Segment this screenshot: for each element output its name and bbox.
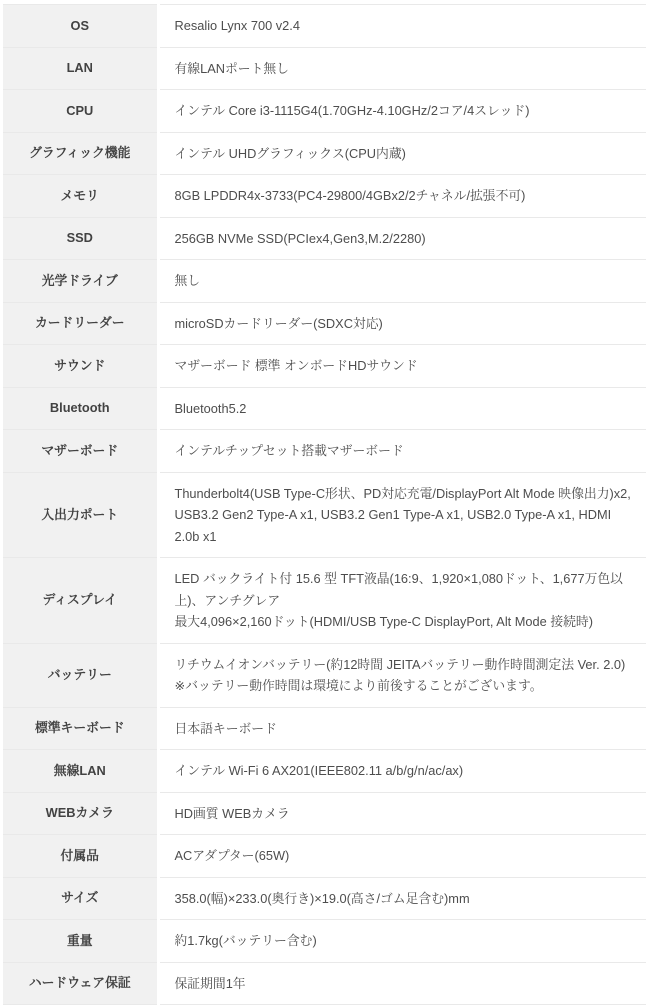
spec-row [3, 47, 646, 90]
spec-value-line: ACアダプター(65W) [174, 848, 290, 863]
spec-value-line: インテル UHDグラフィックス(CPU内蔵) [174, 145, 406, 161]
spec-value-cell [158, 302, 646, 345]
spec-row [3, 302, 646, 345]
spec-row [3, 260, 646, 303]
spec-label-cell: 重量 [3, 920, 158, 963]
spec-row [3, 750, 646, 793]
spec-value-cell [158, 920, 646, 963]
spec-row [3, 345, 646, 388]
spec-value-line: 358.0(幅)×233.0(奥行き)×19.0(高さ/ゴム足含む)mm [174, 890, 470, 906]
spec-value-line: microSDカードリーダー(SDXC対応) [174, 315, 383, 331]
spec-label-cell: 付属品 [3, 835, 158, 878]
spec-row [3, 387, 646, 430]
spec-label-cell: 光学ドライブ [3, 260, 158, 303]
spec-value-cell [158, 345, 646, 388]
spec-value-cell [158, 877, 646, 920]
spec-row [3, 877, 646, 920]
spec-table [3, 4, 646, 1005]
spec-row [3, 643, 646, 707]
spec-value-line: リチウムイオンバッテリー(約12時間 JEITAバッテリー動作時間測定法 Ver. 2.0) [174, 656, 626, 672]
spec-label-cell: CPU [3, 90, 158, 133]
spec-value-cell [158, 643, 646, 707]
spec-label-cell: ディスプレイ [3, 558, 158, 644]
spec-label-cell: サウンド [3, 345, 158, 388]
spec-value-line: 256GB NVMe SSD(PCIex4,Gen3,M.2/2280) [174, 230, 426, 246]
spec-value-line: Resalio Lynx 700 v2.4 [174, 18, 300, 33]
spec-label-cell: ハードウェア保証 [3, 962, 158, 1005]
spec-value-line: インテルチップセット搭載マザーボード [174, 443, 404, 458]
spec-label-cell: OS [3, 5, 158, 48]
spec-label-cell: カードリーダー [3, 302, 158, 345]
spec-value-cell [158, 90, 646, 133]
spec-row [3, 90, 646, 133]
spec-value-cell [158, 962, 646, 1005]
spec-value-line: 8GB LPDDR4x-3733(PC4-29800/4GBx2/2チャネル/拡張不可) [174, 188, 526, 203]
spec-value-cell [158, 260, 646, 303]
spec-table-body [3, 5, 646, 1005]
spec-label-cell: メモリ [3, 175, 158, 218]
spec-value-cell [158, 792, 646, 835]
spec-value-cell [158, 5, 646, 48]
spec-value-line: Bluetooth5.2 [174, 400, 247, 416]
spec-value-cell [158, 132, 646, 175]
spec-label-cell: Bluetooth [3, 387, 158, 430]
spec-row [3, 217, 646, 260]
spec-row [3, 472, 646, 558]
spec-label-cell: グラフィック機能 [3, 132, 158, 175]
spec-label-cell: WEBカメラ [3, 792, 158, 835]
spec-label-cell: 入出力ポート [3, 472, 158, 558]
spec-value-cell [158, 47, 646, 90]
spec-row [3, 835, 646, 878]
spec-value-line: USB3.2 Gen2 Type-A x1, USB3.2 Gen1 Type-A x1, USB2.0 Type-A x1, HDMI 2.0b x1 [174, 507, 612, 544]
spec-label-cell: サイズ [3, 877, 158, 920]
spec-value-line: 保証期間1年 [174, 975, 246, 991]
spec-value-line: 約1.7kg(バッテリー含む) [174, 933, 317, 948]
spec-row [3, 175, 646, 218]
spec-value-line: ※バッテリー動作時間は環境により前後することがございます。 [174, 678, 543, 693]
spec-value-line: インテル Wi-Fi 6 AX201(IEEE802.11 a/b/g/n/ac/ax) [174, 763, 464, 778]
spec-value-line: 有線LANポート無し [174, 60, 289, 76]
spec-value-cell [158, 835, 646, 878]
spec-label-cell: LAN [3, 47, 158, 90]
spec-value-line: Thunderbolt4(USB Type-C形状、PD対応充電/DisplayPort Alt Mode 映像出力)x2, [174, 485, 631, 501]
spec-value-cell [158, 217, 646, 260]
spec-value-cell [158, 387, 646, 430]
spec-value-line: 最大4,096×2,160ドット(HDMI/USB Type-C DisplayPort, Alt Mode 接続時) [174, 614, 593, 629]
spec-value-line: 日本語キーボード [174, 720, 277, 736]
spec-row [3, 962, 646, 1005]
spec-row [3, 792, 646, 835]
spec-label-cell: マザーボード [3, 430, 158, 473]
spec-value-cell [158, 558, 646, 644]
spec-value-line: インテル Core i3-1115G4(1.70GHz-4.10GHz/2コア/4スレッド) [174, 103, 530, 118]
spec-value-cell [158, 175, 646, 218]
spec-value-line: マザーボード 標準 オンボードHDサウンド [174, 358, 418, 373]
spec-value-line: HD画質 WEBカメラ [174, 805, 290, 821]
spec-value-line: 無し [174, 273, 201, 288]
spec-label-cell: 標準キーボード [3, 707, 158, 750]
spec-label-cell: バッテリー [3, 643, 158, 707]
spec-row [3, 920, 646, 963]
spec-row [3, 707, 646, 750]
spec-value-cell [158, 472, 646, 558]
spec-value-line: LED バックライト付 15.6 型 TFT液晶(16:9、1,920×1,080ドット、1,677万色以上)、アンチグレア [174, 571, 623, 608]
spec-value-cell [158, 750, 646, 793]
spec-value-cell [158, 430, 646, 473]
spec-row [3, 430, 646, 473]
spec-row [3, 132, 646, 175]
spec-row [3, 558, 646, 644]
spec-label-cell: SSD [3, 217, 158, 260]
spec-label-cell: 無線LAN [3, 750, 158, 793]
spec-row [3, 5, 646, 48]
spec-value-cell [158, 707, 646, 750]
